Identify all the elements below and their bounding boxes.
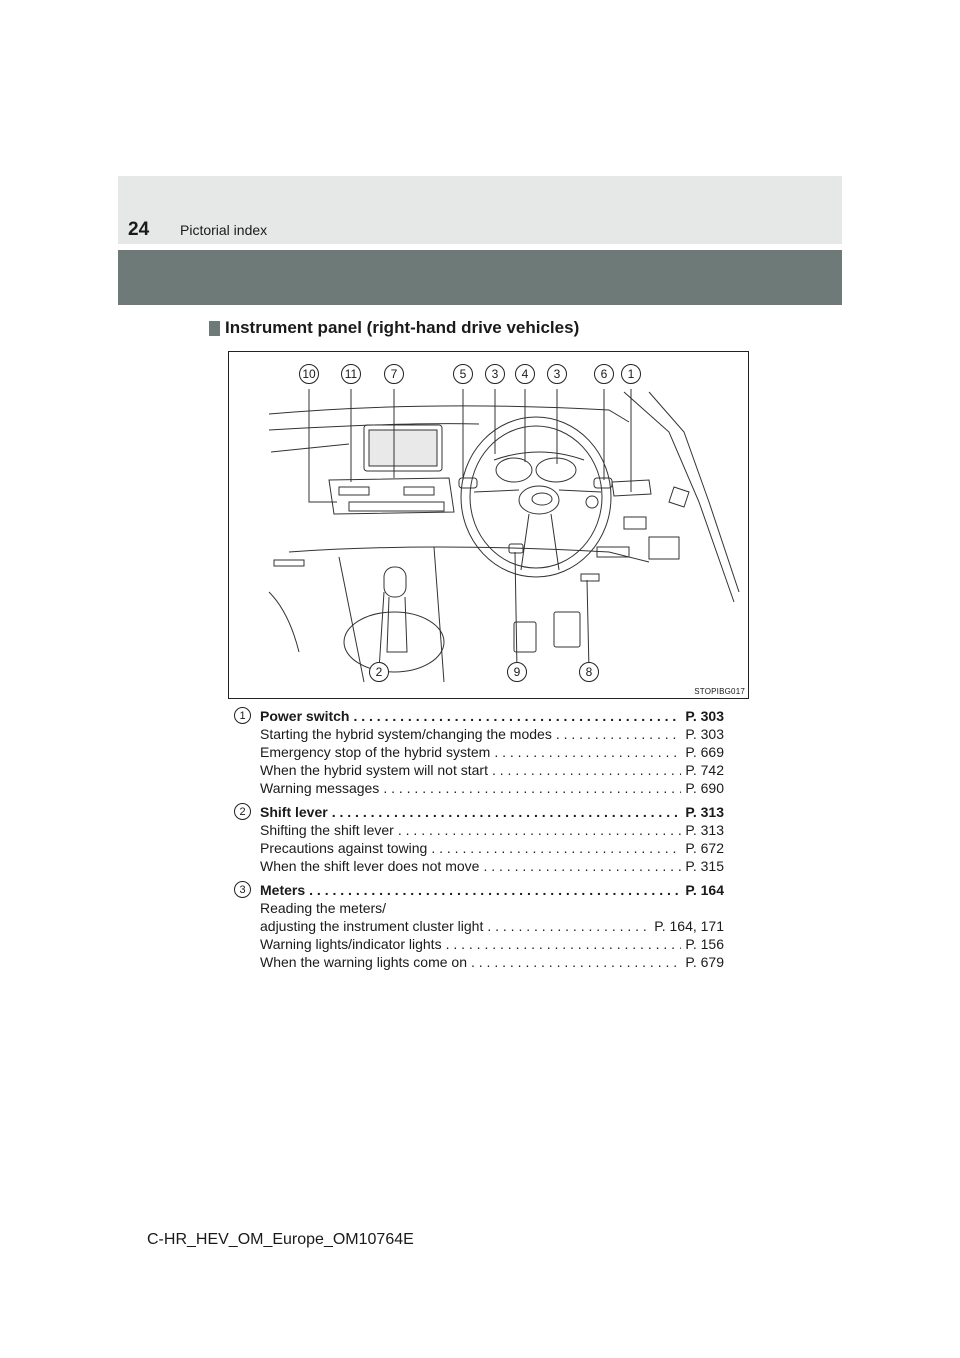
- entry-title: Power switch: [260, 708, 350, 724]
- page-reference-link[interactable]: P. 315: [685, 858, 724, 874]
- entry-item-line: [260, 935, 724, 953]
- dot-leader: [492, 761, 681, 779]
- instrument-panel-figure: [228, 351, 749, 699]
- dot-leader: [383, 779, 681, 797]
- entry-title-line: [260, 803, 724, 821]
- entry-item-line: [260, 839, 724, 857]
- entry-item-label: When the hybrid system will not start: [260, 762, 488, 778]
- shift-lever: [384, 567, 406, 597]
- entry-item-line: [260, 743, 724, 761]
- section-title: [209, 318, 579, 338]
- entry: [234, 881, 724, 971]
- page-reference-link[interactable]: P. 313: [685, 804, 724, 820]
- callout-badge: 9: [507, 662, 527, 682]
- dot-leader: [556, 725, 682, 743]
- footer-document-id: C-HR_HEV_OM_Europe_OM10764E: [147, 1231, 414, 1248]
- page-reference-link[interactable]: P. 679: [685, 954, 724, 970]
- section-name: Pictorial index: [180, 222, 268, 238]
- page-reference-link[interactable]: P. 742: [685, 762, 724, 778]
- entry-title: Shift lever: [260, 804, 328, 820]
- entry-item-line: [260, 953, 724, 971]
- page-reference-link[interactable]: P. 303: [685, 726, 724, 742]
- entry-item-label: Warning messages: [260, 780, 380, 796]
- entry-item-line: [260, 917, 724, 935]
- callout-badge: 8: [579, 662, 599, 682]
- callout-badge: 4: [515, 364, 535, 384]
- entry-item-label: Warning lights/indicator lights: [260, 936, 442, 952]
- entry-item-line: [260, 725, 724, 743]
- page-reference-link[interactable]: P. 672: [685, 840, 724, 856]
- entry-number-badge: 1: [234, 707, 251, 724]
- page-reference-link[interactable]: P. 164: [685, 882, 724, 898]
- dot-leader: [398, 821, 681, 839]
- entry-title: Meters: [260, 882, 306, 898]
- dot-leader: [471, 953, 681, 971]
- entry-item-label: Shifting the shift lever: [260, 822, 394, 838]
- entry-item-label: Precautions against towing: [260, 840, 428, 856]
- entry-item-line: [260, 761, 724, 779]
- entry-item-label: When the warning lights come on: [260, 954, 467, 970]
- entry-number-badge: 2: [234, 803, 251, 820]
- header-band: [118, 250, 842, 305]
- callout-badge: 2: [369, 662, 389, 682]
- dot-leader: [353, 707, 681, 725]
- entry-item-line: [260, 857, 724, 875]
- entry-item-label: Starting the hybrid system/changing the modes: [260, 726, 552, 742]
- entry-item-line: [260, 779, 724, 797]
- page-reference-link[interactable]: P. 313: [685, 822, 724, 838]
- page-number: 24: [128, 219, 150, 240]
- callout-badge: 1: [621, 364, 641, 384]
- entry-item-label: When the shift lever does not move: [260, 858, 480, 874]
- dot-leader: [309, 881, 681, 899]
- callout-badge: 10: [299, 364, 319, 384]
- entry-item-label: adjusting the instrument cluster light: [260, 918, 484, 934]
- page-reference-link[interactable]: P. 164, 171: [654, 918, 724, 934]
- section-title-text: Instrument panel (right-hand drive vehicles): [225, 318, 580, 337]
- instrument-panel-illustration: [229, 352, 748, 698]
- entry-list: [234, 707, 724, 977]
- square-bullet-icon: [209, 321, 220, 336]
- dot-leader: [487, 917, 650, 935]
- callout-badge: 11: [341, 364, 361, 384]
- dot-leader: [332, 803, 682, 821]
- callout-badge: 3: [485, 364, 505, 384]
- callout-badge: 6: [594, 364, 614, 384]
- dot-leader: [446, 935, 682, 953]
- entry: [234, 707, 724, 797]
- entry-item-label: Reading the meters/: [260, 900, 387, 916]
- entry: [234, 803, 724, 875]
- page-reference-link[interactable]: P. 156: [685, 936, 724, 952]
- dot-leader: [494, 743, 681, 761]
- entry-item-label: Emergency stop of the hybrid system: [260, 744, 491, 760]
- page-reference-link[interactable]: P. 669: [685, 744, 724, 760]
- entry-number-badge: 3: [234, 881, 251, 898]
- figure-code: STOPIBG017: [694, 687, 745, 696]
- entry-item-line: [260, 899, 724, 917]
- page-reference-link[interactable]: P. 303: [685, 708, 724, 724]
- entry-title-line: [260, 707, 724, 725]
- page-reference-link[interactable]: P. 690: [685, 780, 724, 796]
- entry-title-line: [260, 881, 724, 899]
- callout-badge: 5: [453, 364, 473, 384]
- callout-badge: 7: [384, 364, 404, 384]
- dot-leader: [431, 839, 681, 857]
- callout-badge: 3: [547, 364, 567, 384]
- dot-leader: [483, 857, 681, 875]
- entry-item-line: [260, 821, 724, 839]
